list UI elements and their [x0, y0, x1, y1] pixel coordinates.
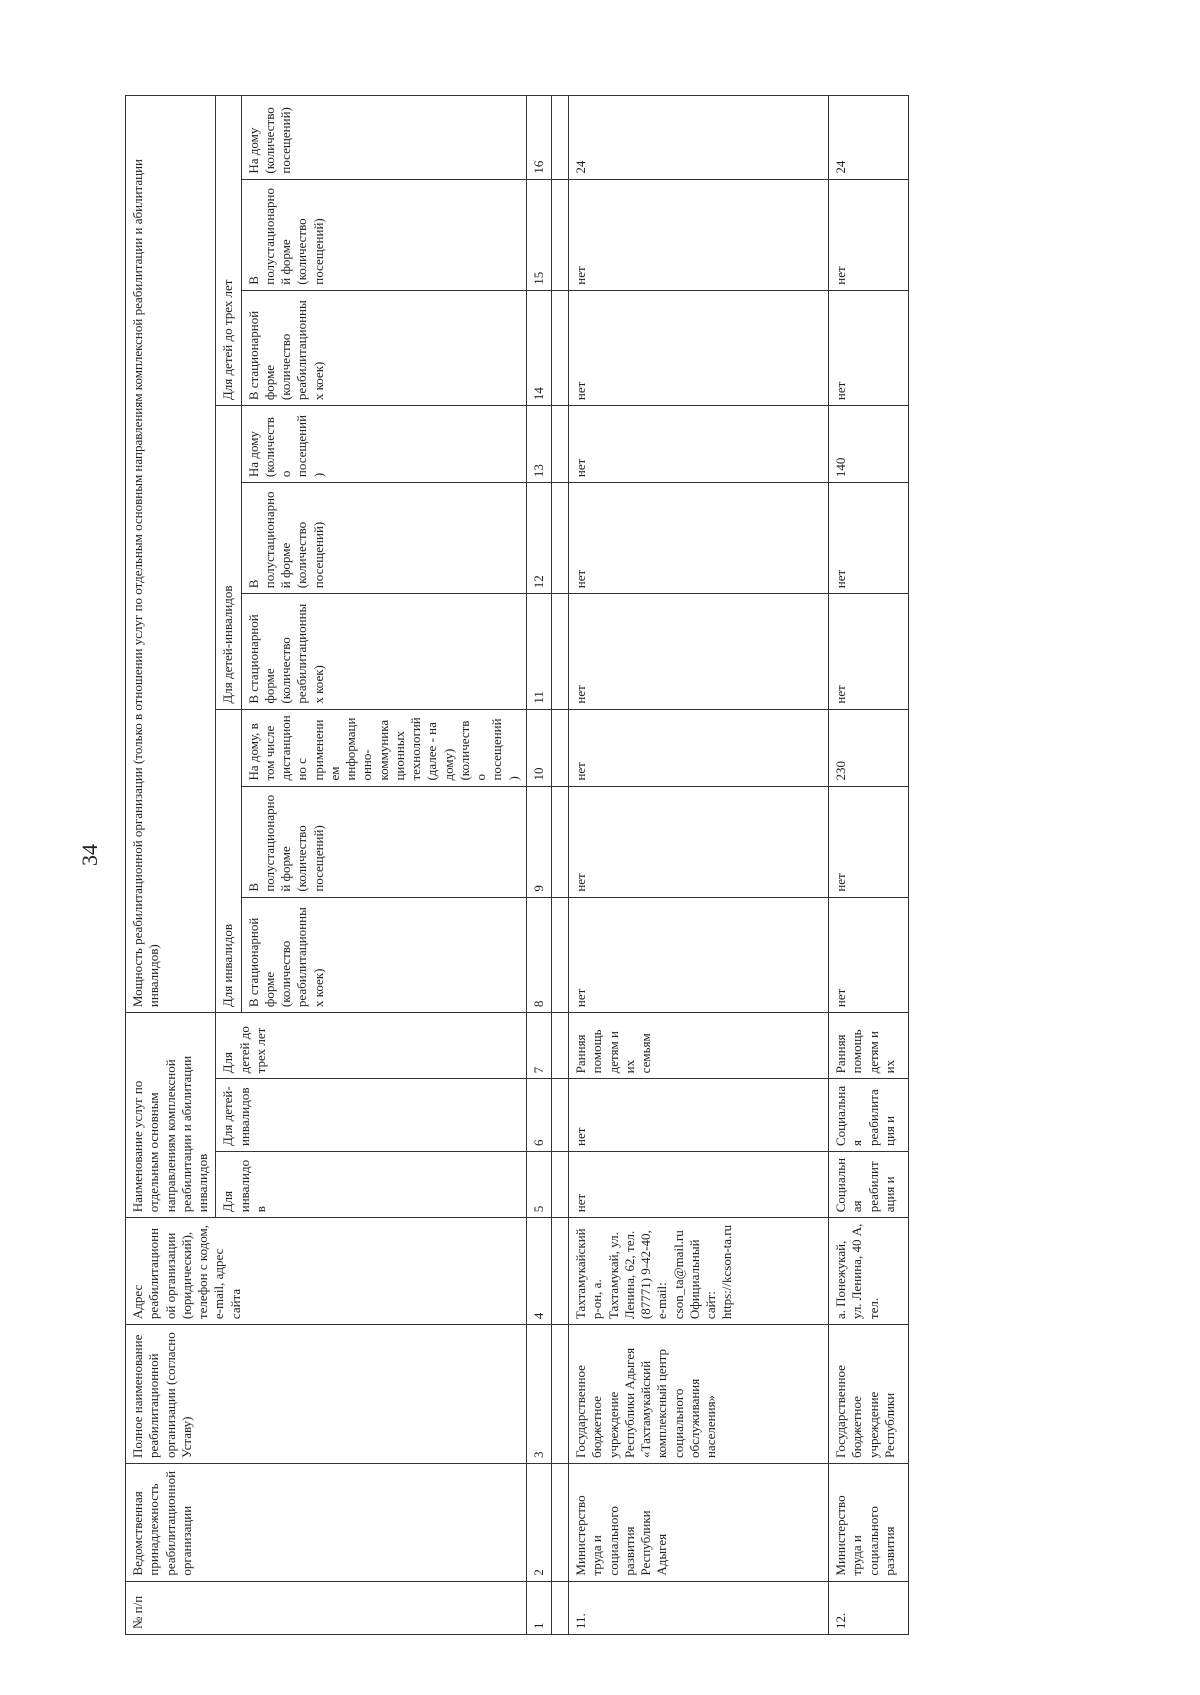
row-number: 12.	[829, 1581, 909, 1634]
row-value: нет	[569, 290, 829, 405]
header-svc-children-under3: Для детей до трех лет	[216, 1013, 527, 1079]
header-cap-children-under3: Для детей до трех лет	[216, 96, 241, 406]
column-number: 2	[526, 1464, 551, 1582]
header-stationary: В стационарной форме (количество реабилитационных коек)	[241, 290, 526, 405]
table-row	[569, 96, 829, 1635]
page-number: 34	[77, 844, 102, 866]
row-address: а. Понежукай, ул. Ленина, 40 А, тел.	[829, 1218, 909, 1325]
table-row	[829, 96, 909, 1635]
row-dept: Министерство труда и социального развития	[829, 1464, 909, 1582]
row-svc-children-under3: Ранняя помощь детям и их семьям	[569, 1013, 829, 1079]
header-svc-children-disabled: Для детей-инвалидов	[216, 1079, 527, 1152]
header-home: На дому (количество посещений)	[241, 406, 526, 483]
row-svc-children-disabled: Социальная реабилитация и	[829, 1079, 909, 1152]
header-home: На дому (количество посещений)	[241, 96, 526, 180]
row-org-name: Государственное бюджетное учреждение Республики	[829, 1325, 909, 1464]
column-number: 12	[526, 483, 551, 594]
row-org-name: Государственное бюджетное учреждение Республики Адыгея «Тахтамукайский комплексный центр социального обслуживания населения»	[569, 1325, 829, 1464]
row-value: нет	[829, 786, 909, 897]
header-col-no: № п/п	[126, 1581, 527, 1634]
column-number-row	[526, 96, 551, 1635]
row-value: нет	[829, 290, 909, 405]
row-value: нет	[829, 594, 909, 709]
spacer-row	[552, 96, 569, 1635]
row-value: 24	[829, 96, 909, 180]
column-number: 3	[526, 1325, 551, 1464]
column-number: 6	[526, 1079, 551, 1152]
column-number: 15	[526, 179, 551, 290]
row-value: 24	[569, 96, 829, 180]
row-value: нет	[569, 709, 829, 786]
column-number: 10	[526, 709, 551, 786]
header-col-address: Адрес реабилитационной организации (юридический), телефон с кодом, e-mail, адрес сайта	[126, 1218, 527, 1325]
row-value: нет	[829, 483, 909, 594]
row-value: 140	[829, 406, 909, 483]
header-stationary: В стационарной форме (количество реабилитационных коек)	[241, 897, 526, 1012]
row-dept: Министерство труда и социального развития Республики Адыгея	[569, 1464, 829, 1582]
rotated-table-container	[125, 95, 1200, 1635]
row-value: нет	[829, 179, 909, 290]
row-value: 230	[829, 709, 909, 786]
column-number: 16	[526, 96, 551, 180]
row-address: Тахтамукайский р-он, а. Тахтамукай, ул. Ленина, 62, тел. (87771) 9-42-40, e-mail: cson_ta@mail.ru Официальный сайт: https://kcson-ta.ru	[569, 1218, 829, 1325]
header-col-name: Полное наименование реабилитационной организации (согласно Уставу)	[126, 1325, 527, 1464]
column-number: 14	[526, 290, 551, 405]
row-value: нет	[569, 897, 829, 1012]
row-value: нет	[569, 786, 829, 897]
row-svc-children-under3: Ранняя помощь детям и их	[829, 1013, 909, 1079]
row-value: нет	[829, 897, 909, 1012]
column-number: 8	[526, 897, 551, 1012]
header-semistationary: В полустационарной форме (количество посещений)	[241, 786, 526, 897]
header-stationary: В стационарной форме (количество реабилитационных коек)	[241, 594, 526, 709]
row-value: нет	[569, 179, 829, 290]
row-svc-children-disabled: нет	[569, 1079, 829, 1152]
row-number: 11.	[569, 1581, 829, 1634]
header-svc-disabled: Для инвалидов	[216, 1152, 527, 1218]
column-number: 4	[526, 1218, 551, 1325]
header-cap-disabled: Для инвалидов	[216, 709, 241, 1012]
column-number: 7	[526, 1013, 551, 1079]
column-number: 11	[526, 594, 551, 709]
rehab-organizations-table	[125, 95, 909, 1635]
header-cap-children-disabled: Для детей-инвалидов	[216, 406, 241, 709]
header-services-group: Наименование услуг по отдельным основным направлениям комплексной реабилитации и абилитации инвалидов	[126, 1013, 216, 1218]
header-home-extended: На дому, в том числе дистанционно с применением информационно-коммуникационных технологий (далее - на дому) (количество посещений)	[241, 709, 526, 786]
row-value: нет	[569, 483, 829, 594]
row-value: нет	[569, 594, 829, 709]
row-svc-disabled: Социальная реабилитация и	[829, 1152, 909, 1218]
column-number: 9	[526, 786, 551, 897]
column-number: 1	[526, 1581, 551, 1634]
row-svc-disabled: нет	[569, 1152, 829, 1218]
header-capacity-group: Мощность реабилитационной организации (только в отношении услуг по отдельным основным направлениям комплексной реабилитации и абилитации инвалидов)	[126, 96, 216, 1013]
header-semistationary: В полустационарной форме (количество посещений)	[241, 483, 526, 594]
column-number: 5	[526, 1152, 551, 1218]
header-col-dept: Ведомственная принадлежность реабилитационной организации	[126, 1464, 527, 1582]
row-value: нет	[569, 406, 829, 483]
header-semistationary: В полустационарной форме (количество посещений)	[241, 179, 526, 290]
column-number: 13	[526, 406, 551, 483]
header-row-1	[126, 96, 216, 1635]
